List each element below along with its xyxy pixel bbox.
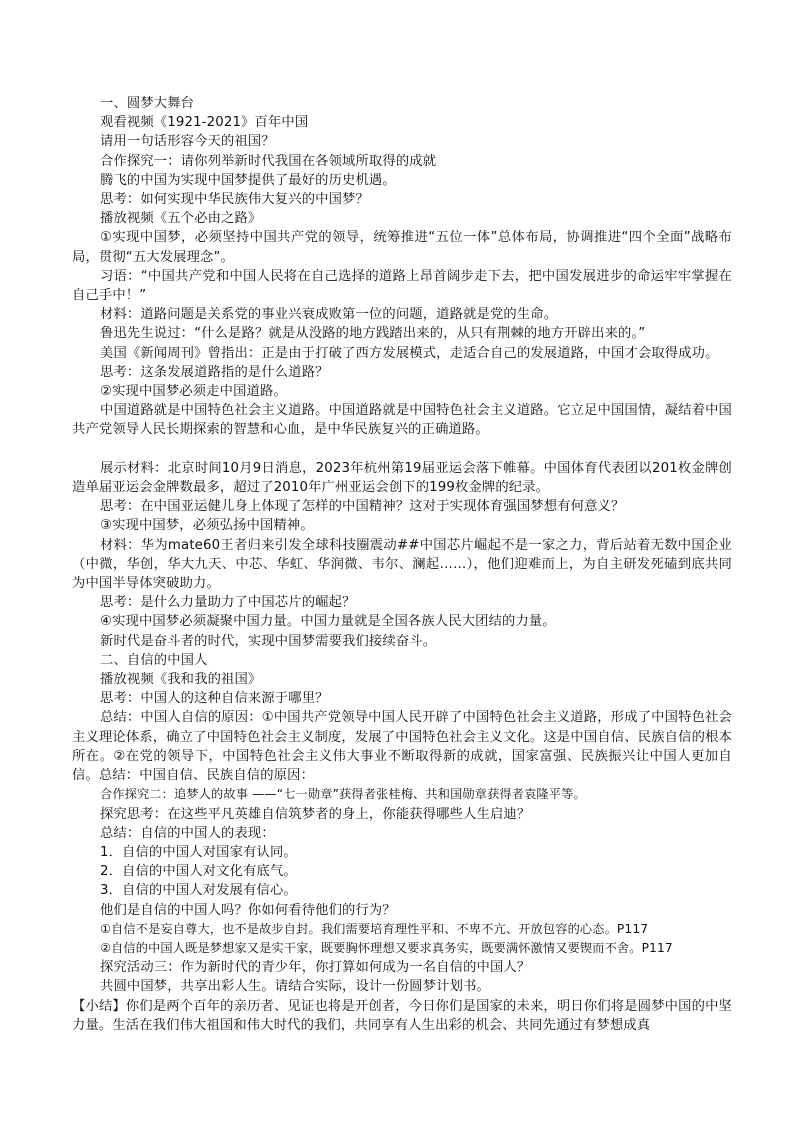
paragraph: 观看视频《1921-2021》百年中国 bbox=[100, 115, 309, 131]
list-item: 2．自信的中国人对文化有底气。 bbox=[100, 864, 297, 880]
paragraph: 腾飞的中国为实现中国梦提供了最好的历史机遇。 bbox=[100, 172, 396, 188]
paragraph: 思考：中国人的这种自信来源于哪里？ bbox=[100, 691, 329, 707]
paragraph: ①实现中国梦，必须坚持中国共产党的领导，统筹推进“五位一体”总体布局，协调推进“四个全面”战略布局，贯彻“五大发展理念”。 bbox=[72, 230, 732, 265]
list-item: 1．自信的中国人对国家有认同。 bbox=[100, 844, 297, 860]
paragraph: 新时代是奋斗者的时代，实现中国梦需要我们接续奋斗。 bbox=[100, 633, 437, 649]
paragraph: 播放视频《五个必由之路》 bbox=[100, 211, 262, 227]
paragraph: 鲁迅先生说过：“什么是路？就是从没路的地方践踏出来的，从只有荆棘的地方开辟出来的。” bbox=[100, 326, 646, 342]
summary-paragraph: 【小结】你们是两个百年的亲历者、见证也将是开创者，今日你们是国家的未来，明日你们将是圆梦中国的中坚力量。生活在我们伟大祖国和伟大时代的我们，共同享有人生出彩的机会、共同先通过有梦想成真 bbox=[72, 998, 732, 1033]
paragraph: 总结：自信的中国人的表现： bbox=[100, 825, 275, 841]
paragraph: 美国《新闻周刊》曾指出：正是由于打破了西方发展模式，走适合自己的发展道路，中国才会取得成功。 bbox=[100, 345, 719, 361]
section-heading-2: 二、自信的中国人 bbox=[100, 652, 208, 668]
paragraph: 探究活动三：作为新时代的青少年，你打算如何成为一名自信的中国人？ bbox=[100, 960, 531, 976]
paragraph: 材料：华为mate60王者归来引发全球科技圈震动##中国芯片崛起不是一家之力，背后站着无数中国企业（中微，华创，华大九天、中芯、华虹、华润微、韦尔、澜起……），他们迎难而上，为自主研发死磕到底共同为中国半导体突破助力。 bbox=[72, 537, 732, 592]
paragraph: 请用一句话形容今天的祖国？ bbox=[100, 134, 275, 150]
paragraph: 习语：“中国共产党和中国人民将在自己选择的道路上昂首阔步走下去，把中国发展进步的命运牢牢掌握在自己手中！” bbox=[72, 268, 732, 304]
paragraph: 他们是自信的中国人吗？你如何看待他们的行为？ bbox=[100, 902, 396, 918]
paragraph: 播放视频《我和我的祖国》 bbox=[100, 672, 262, 688]
paragraph: 思考：在中国亚运健儿身上体现了怎样的中国精神？这对于实现体育强国梦想有何意义？ bbox=[100, 499, 625, 515]
paragraph: 展示材料：北京时间10月9日消息，2023年杭州第19届亚运会落下帷幕。中国体育代表团以201枚金牌创造单届亚运会金牌数最多，超过了2010年广州亚运会创下的199枚金牌的纪录。 bbox=[72, 460, 732, 496]
paragraph: 共圆中国梦，共享出彩人生。请结合实际，设计一份圆梦计划书。 bbox=[100, 979, 490, 995]
paragraph: 合作探究一：请你列举新时代我国在各领域所取得的成就 bbox=[100, 153, 437, 169]
paragraph: 中国道路就是中国特色社会主义道路。中国道路就是中国特色社会主义道路。它立足中国国情，凝结着中国共产党领导人民长期探索的智慧和心血，是中华民族复兴的正确道路。 bbox=[72, 403, 733, 438]
list-item: 3．自信的中国人对发展有信心。 bbox=[100, 883, 297, 899]
paragraph: 思考：是什么力量助力了中国芯片的崛起？ bbox=[100, 595, 356, 611]
blank-line bbox=[72, 440, 732, 459]
paragraph: 总结：中国人自信的原因：①中国共产党领导中国人民开辟了中国特色社会主义道路，形成了中国特色社会主义理论体系，确立了中国特色社会主义制度，发展了中国特色社会主义文化。这是中国自信、民族自信的根本所在。②在党的领导下，中国特色社会主义伟大事业不断取得新的成就，国家富强、民族振兴让中国人更加自信。总结：中国自信、民族自信的原因： bbox=[72, 710, 732, 784]
paragraph: ②实现中国梦必须走中国道路。 bbox=[100, 384, 287, 400]
paragraph: ③实现中国梦，必须弘扬中国精神。 bbox=[100, 518, 314, 534]
document-body bbox=[72, 94, 732, 1035]
section-heading-1: 一、圆梦大舞台 bbox=[100, 96, 195, 111]
paragraph: 思考：这条发展道路指的是什么道路？ bbox=[100, 364, 329, 380]
paragraph: ①自信不是妄自尊大，也不是故步自封。我们需要培育理性平和、不卑不亢、开放包容的心态。P117 bbox=[100, 921, 649, 936]
paragraph: 探究思考：在这些平凡英雄自信筑梦者的身上，你能获得哪些人生启迪？ bbox=[100, 806, 531, 822]
paragraph: 合作探究二：追梦人的故事 ——“七一勋章”获得者张桂梅、共和国勋章获得者袁隆平等。 bbox=[100, 787, 586, 802]
paragraph: ②自信的中国人既是梦想家又是实干家，既要胸怀理想又要求真务实，既要满怀激情又要锲而不舍。P117 bbox=[100, 940, 673, 955]
paragraph: ④实现中国梦必须凝聚中国力量。中国力量就是全国各族人民大团结的力量。 bbox=[100, 614, 556, 630]
paragraph: 思考：如何实现中华民族伟大复兴的中国梦？ bbox=[100, 192, 369, 208]
paragraph: 材料：道路问题是关系党的事业兴衰成败第一位的问题，道路就是党的生命。 bbox=[100, 307, 558, 323]
